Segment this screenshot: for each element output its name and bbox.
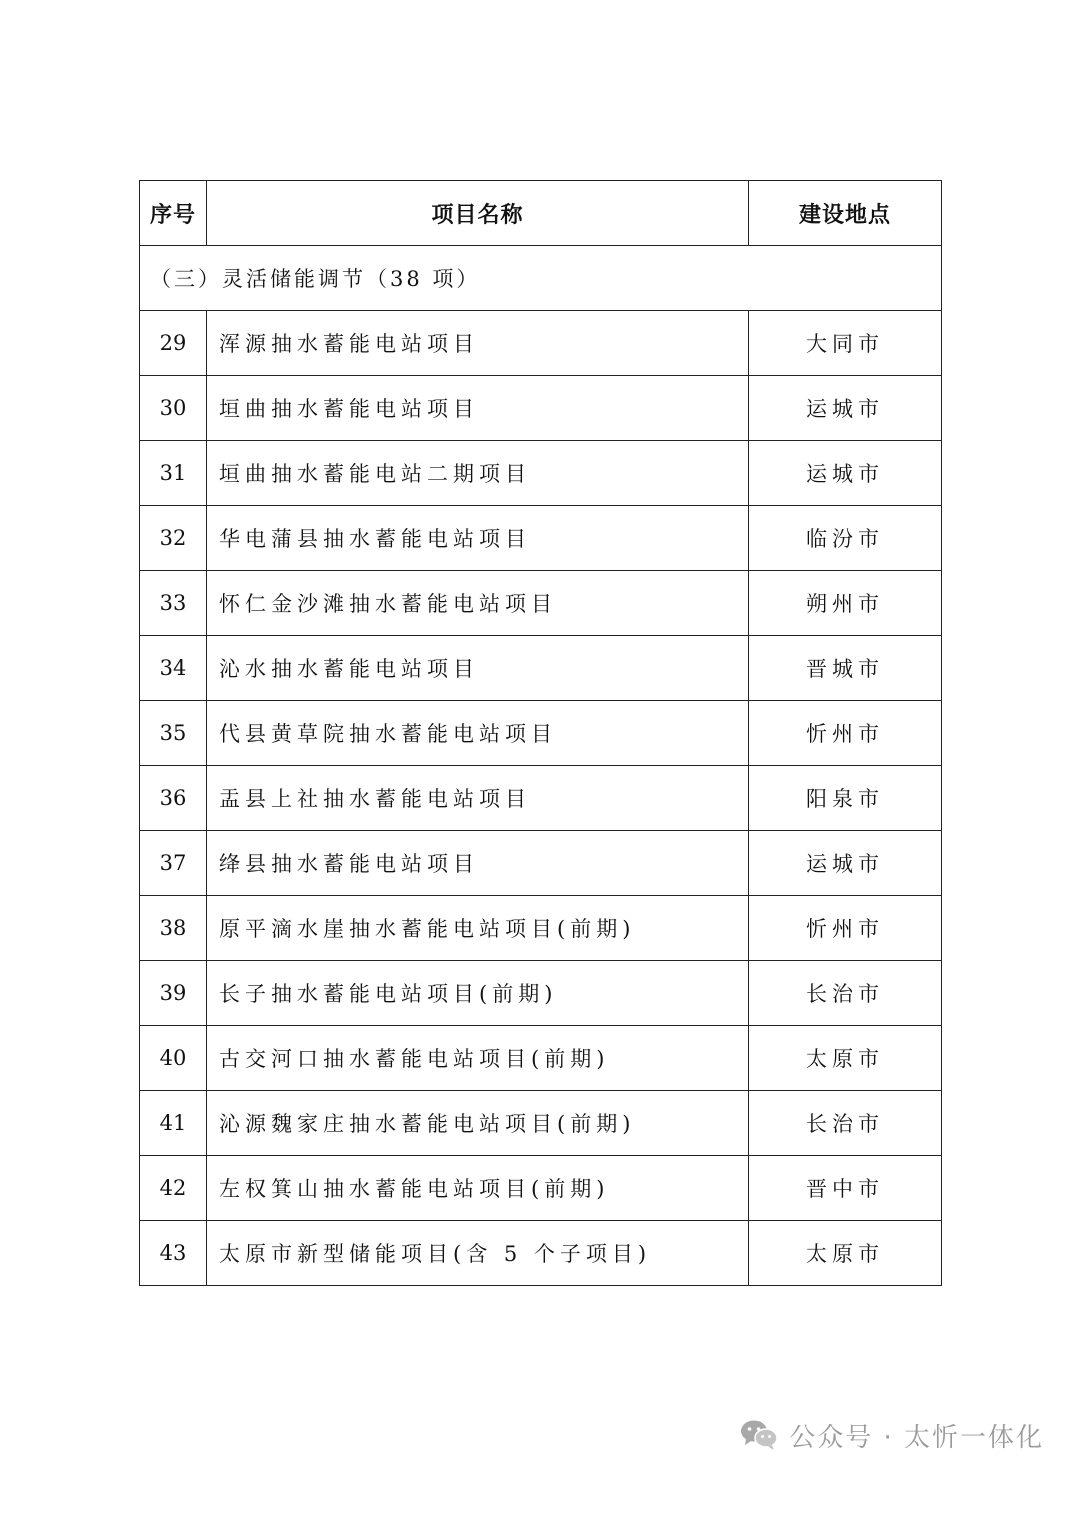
project-name: 怀仁金沙滩抽水蓄能电站项目: [207, 571, 749, 636]
project-location: 运城市: [749, 831, 942, 896]
project-name: 垣曲抽水蓄能电站二期项目: [207, 441, 749, 506]
table-row: [140, 376, 942, 441]
row-number: 37: [140, 831, 207, 896]
row-number: 39: [140, 961, 207, 1026]
row-number: 30: [140, 376, 207, 441]
project-location: 晋中市: [749, 1156, 942, 1221]
table-row: [140, 1221, 942, 1286]
project-location: 运城市: [749, 441, 942, 506]
project-location: 大同市: [749, 311, 942, 376]
row-number: 34: [140, 636, 207, 701]
project-name: 浑源抽水蓄能电站项目: [207, 311, 749, 376]
project-location: 阳泉市: [749, 766, 942, 831]
project-name: 长子抽水蓄能电站项目(前期): [207, 961, 749, 1026]
row-number: 36: [140, 766, 207, 831]
table-row: [140, 636, 942, 701]
table-row: [140, 896, 942, 961]
project-location: 太原市: [749, 1221, 942, 1286]
project-name: 沁源魏家庄抽水蓄能电站项目(前期): [207, 1091, 749, 1156]
table-row: [140, 766, 942, 831]
project-location: 长治市: [749, 961, 942, 1026]
header-no: 序号: [140, 181, 207, 246]
table-row: [140, 311, 942, 376]
header-name: 项目名称: [207, 181, 749, 246]
project-location: 长治市: [749, 1091, 942, 1156]
row-number: 43: [140, 1221, 207, 1286]
section-row: [140, 246, 942, 311]
project-location: 太原市: [749, 1026, 942, 1091]
project-name: 原平滴水崖抽水蓄能电站项目(前期): [207, 896, 749, 961]
project-name: 左权箕山抽水蓄能电站项目(前期): [207, 1156, 749, 1221]
project-name: 代县黄草院抽水蓄能电站项目: [207, 701, 749, 766]
project-location: 忻州市: [749, 701, 942, 766]
project-location: 晋城市: [749, 636, 942, 701]
table-row: [140, 1156, 942, 1221]
watermark: [739, 1413, 1044, 1457]
project-name: 太原市新型储能项目(含 5 个子项目): [207, 1221, 749, 1286]
project-name: 华电蒲县抽水蓄能电站项目: [207, 506, 749, 571]
project-name: 古交河口抽水蓄能电站项目(前期): [207, 1026, 749, 1091]
row-number: 32: [140, 506, 207, 571]
project-location: 朔州市: [749, 571, 942, 636]
section-title: （三）灵活储能调节（38 项）: [140, 246, 942, 311]
table-row: [140, 506, 942, 571]
row-number: 31: [140, 441, 207, 506]
row-number: 40: [140, 1026, 207, 1091]
row-number: 33: [140, 571, 207, 636]
project-location: 忻州市: [749, 896, 942, 961]
project-location: 运城市: [749, 376, 942, 441]
table-row: [140, 441, 942, 506]
header-location: 建设地点: [749, 181, 942, 246]
table-row: [140, 1091, 942, 1156]
watermark-text: 公众号 · 太忻一体化: [789, 1422, 1044, 1453]
project-name: 沁水抽水蓄能电站项目: [207, 636, 749, 701]
table-row: [140, 961, 942, 1026]
project-table: [139, 180, 942, 1286]
table-row: [140, 701, 942, 766]
row-number: 35: [140, 701, 207, 766]
project-name: 垣曲抽水蓄能电站项目: [207, 376, 749, 441]
table-row: [140, 1026, 942, 1091]
project-location: 临汾市: [749, 506, 942, 571]
project-name: 绛县抽水蓄能电站项目: [207, 831, 749, 896]
table-row: [140, 571, 942, 636]
row-number: 38: [140, 896, 207, 961]
row-number: 29: [140, 311, 207, 376]
row-number: 42: [140, 1156, 207, 1221]
wechat-icon: [739, 1418, 779, 1452]
project-name: 盂县上社抽水蓄能电站项目: [207, 766, 749, 831]
row-number: 41: [140, 1091, 207, 1156]
table-header-row: [140, 181, 942, 246]
table-row: [140, 831, 942, 896]
